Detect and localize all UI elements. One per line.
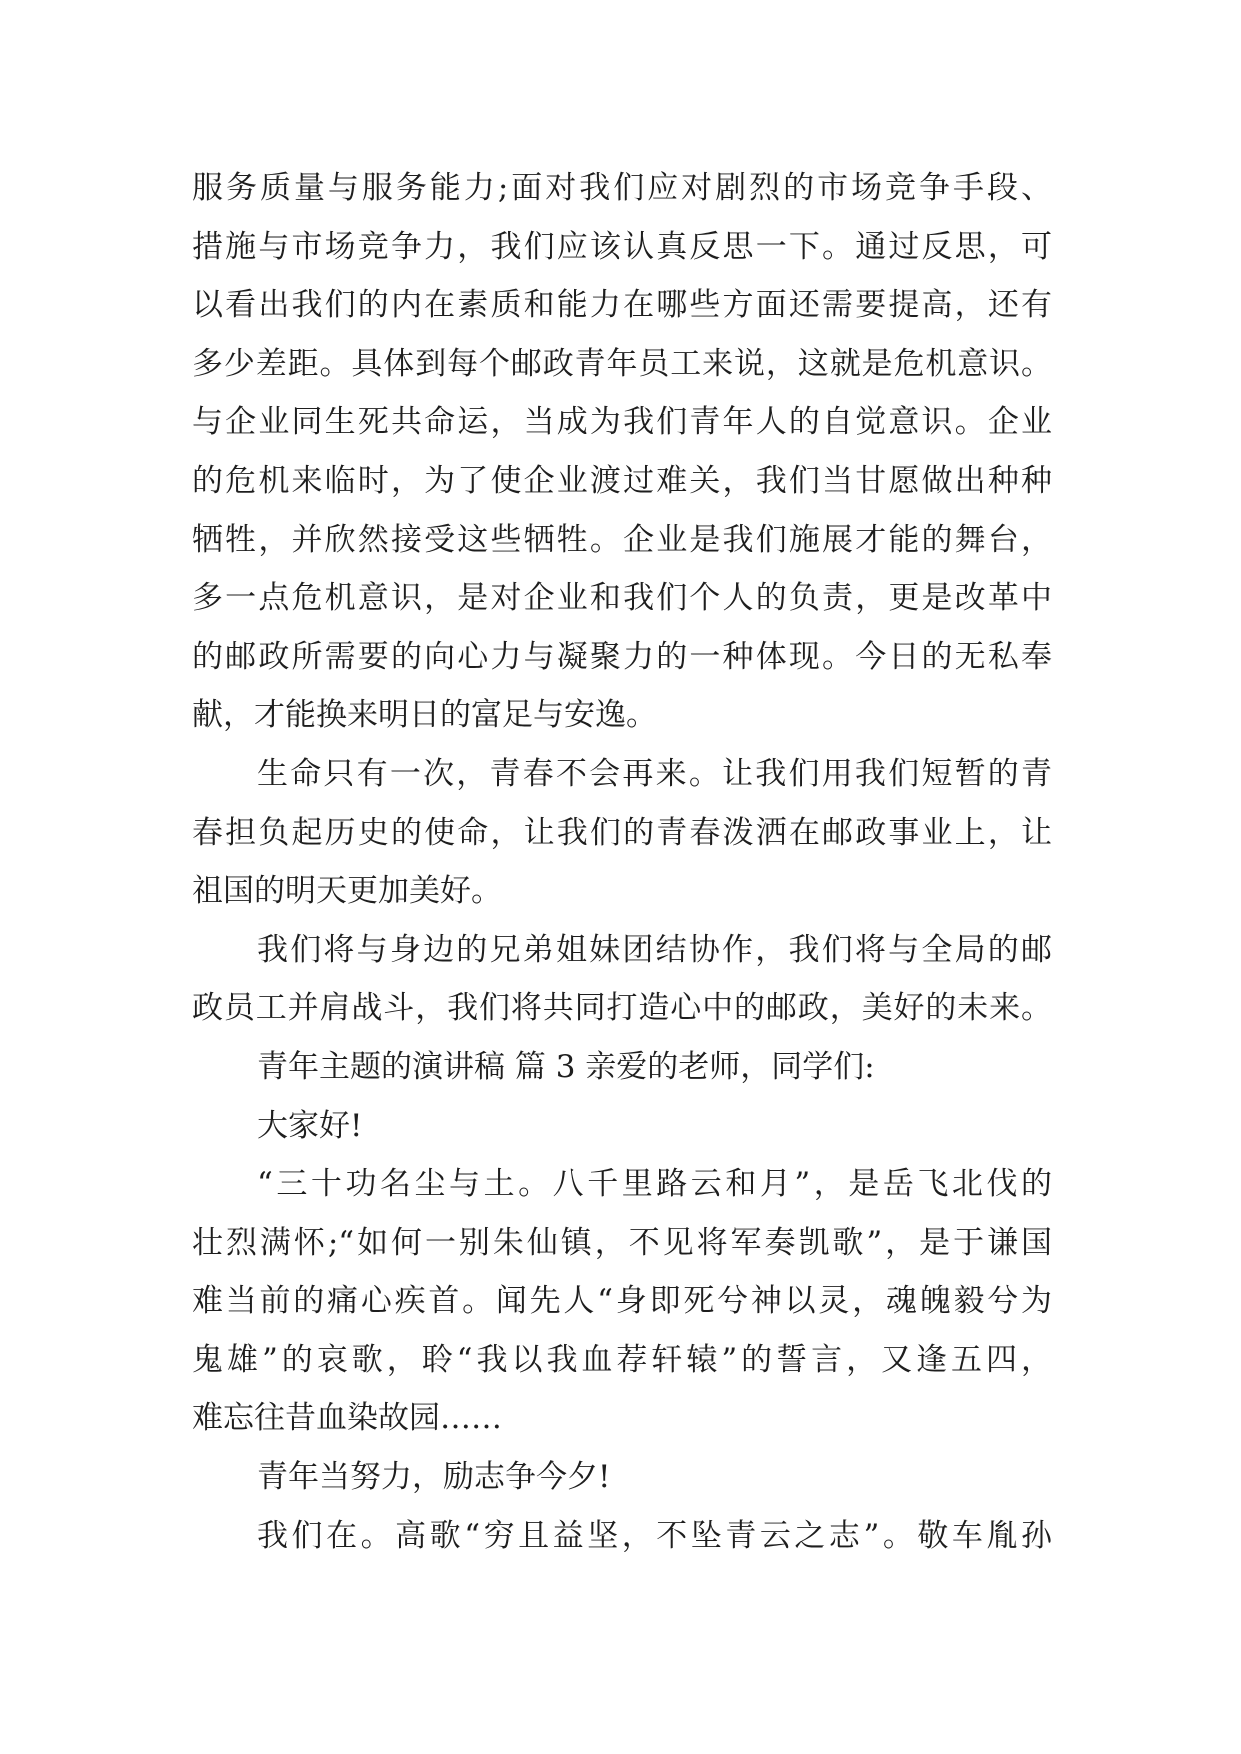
text-line: 多一点危机意识，是对企业和我们个人的负责，更是改革中 bbox=[192, 580, 1052, 617]
text-line: 多少差距。具体到每个邮政青年员工来说，这就是危机意识。 bbox=[192, 345, 1052, 382]
section-heading-line: 青年主题的演讲稿 篇 3 亲爱的老师，同学们: bbox=[257, 1048, 875, 1085]
paragraph-first-line: 我们在。高歌“穷且益坚，不坠青云之志”。敬车胤孙 bbox=[257, 1517, 1052, 1554]
text-line: 与企业同生死共命运，当成为我们青年人的自觉意识。企业 bbox=[192, 404, 1052, 441]
text-line: 春担负起历史的使命，让我们的青春泼洒在邮政事业上，让 bbox=[192, 814, 1052, 851]
text-line: 难当前的痛心疾首。闻先人“身即死兮神以灵，魂魄毅兮为 bbox=[192, 1283, 1052, 1320]
text-line: 难忘往昔血染故园…… bbox=[192, 1400, 502, 1437]
text-line: 鬼雄”的哀歌，聆“我以我血荐轩辕”的誓言，又逢五四， bbox=[192, 1341, 1052, 1378]
text-line: 政员工并肩战斗，我们将共同打造心中的邮政，美好的未来。 bbox=[192, 990, 1052, 1027]
text-line: 祖国的明天更加美好。 bbox=[192, 873, 502, 910]
text-line: 措施与市场竞争力，我们应该认真反思一下。通过反思，可 bbox=[192, 228, 1052, 265]
text-line: 壮烈满怀;“如何一别朱仙镇，不见将军奏凯歌”，是于谦国 bbox=[192, 1224, 1052, 1261]
text-line: 的危机来临时，为了使企业渡过难关，我们当甘愿做出种种 bbox=[192, 462, 1052, 499]
text-line: 献，才能换来明日的富足与安逸。 bbox=[192, 697, 657, 734]
text-line: 的邮政所需要的向心力与凝聚力的一种体现。今日的无私奉 bbox=[192, 638, 1052, 675]
body-text bbox=[192, 159, 1052, 1565]
paragraph-first-line: “三十功名尘与土。八千里路云和月”，是岳飞北伐的 bbox=[257, 1166, 1052, 1203]
paragraph-first-line: 生命只有一次，青春不会再来。让我们用我们短暂的青 bbox=[257, 755, 1052, 792]
greeting-line: 大家好! bbox=[257, 1107, 363, 1144]
paragraph-first-line: 青年当努力，励志争今夕! bbox=[257, 1459, 611, 1496]
paragraph-first-line: 我们将与身边的兄弟姐妹团结协作，我们将与全局的邮 bbox=[257, 931, 1052, 968]
text-line: 牺牲，并欣然接受这些牺牲。企业是我们施展才能的舞台， bbox=[192, 521, 1052, 558]
text-line: 服务质量与服务能力;面对我们应对剧烈的市场竞争手段、 bbox=[192, 170, 1052, 206]
text-line: 以看出我们的内在素质和能力在哪些方面还需要提高，还有 bbox=[192, 287, 1052, 324]
